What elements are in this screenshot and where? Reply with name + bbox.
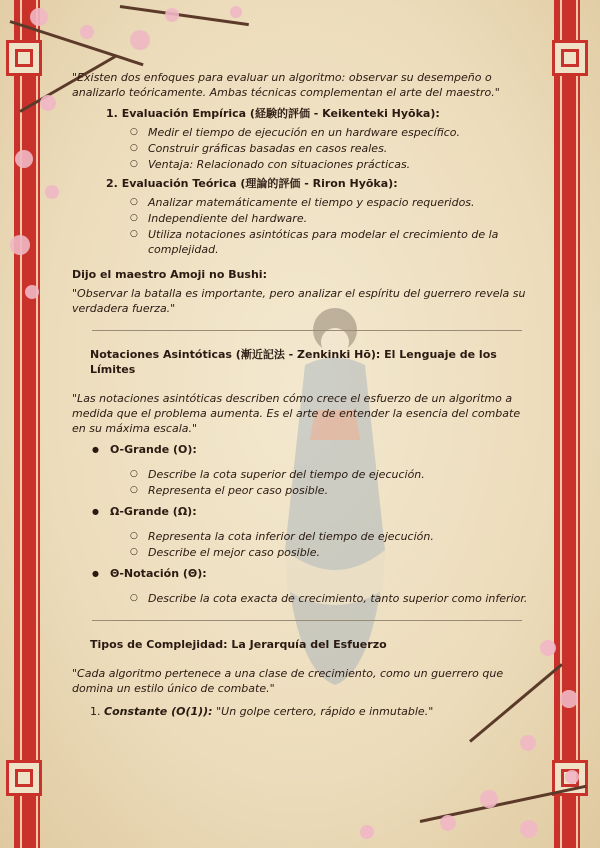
list-item: ○ Ventaja: Relacionado con situaciones prácticas.: [148, 157, 532, 172]
theoretical-title: Evaluación Teórica (理論的評価 - Riron Hyōka):: [121, 177, 398, 190]
complexity-quote: "Cada algoritmo pertenece a una clase de crecimiento, como un guerrero que domina un estilo único de combate.": [72, 667, 504, 695]
notation-label: Ω-Grande (Ω):: [110, 505, 197, 518]
list-item: ○ Medir el tiempo de ejecución en un hardware específico.: [148, 125, 532, 140]
theoretical-heading: [106, 176, 532, 191]
notation-item: [92, 504, 532, 519]
list-item: ○ Describe el mejor caso posible.: [148, 545, 532, 560]
list-number: 1.: [106, 107, 118, 120]
list-item: ○ Representa el peor caso posible.: [148, 483, 532, 498]
list-item: ○ Utiliza notaciones asintóticas para modelar el crecimiento de la complejidad.: [148, 227, 532, 257]
list-number: 2.: [106, 177, 118, 190]
complexity-title: Tipos de Complejidad: La Jerarquía del Esfuerzo: [90, 638, 387, 651]
empirical-heading: [106, 106, 532, 121]
divider: [92, 330, 522, 331]
fret-ornament: [6, 760, 42, 796]
fret-ornament: [552, 40, 588, 76]
divider: [92, 620, 522, 621]
empirical-title: Evaluación Empírica (経験的評価 - Keikenteki Hyōka):: [121, 107, 440, 120]
complexity-item-constant: [90, 704, 532, 719]
notation-sub-list: [128, 467, 532, 498]
list-item: ○ Analizar matemáticamente el tiempo y espacio requeridos.: [148, 195, 532, 210]
empirical-list: [128, 125, 532, 172]
notation-sub-list: [128, 591, 532, 606]
asymptotic-quote: "Las notaciones asintóticas describen cómo crece el esfuerzo de un algoritmo a medida que el problema aumenta. Es el arte de entender la esencia del combate en su máxima escala.": [72, 392, 521, 435]
complexity-text: "Un golpe certero, rápido e inmutable.": [212, 705, 434, 718]
master-quote: "Observar la batalla es importante, pero analizar el espíritu del guerrero revela su verdadera fuerza.": [72, 287, 526, 315]
fret-ornament: [6, 40, 42, 76]
notation-label: Θ-Notación (Θ):: [110, 567, 207, 580]
notation-list: [92, 504, 532, 519]
list-item: ○ Construir gráficas basadas en casos reales.: [148, 141, 532, 156]
asymptotic-title: Notaciones Asintóticas (漸近記法 - Zenkinki Hō): El Lenguaje de los Límites: [90, 348, 497, 376]
document-body: [72, 70, 532, 719]
notation-item: [92, 566, 532, 581]
notation-list: [92, 566, 532, 581]
intro-quote: "Existen dos enfoques para evaluar un algoritmo: observar su desempeño o analizarlo teóricamente. Ambas técnicas complementan el arte del maestro.": [72, 71, 500, 99]
list-item: ○ Representa la cota inferior del tiempo de ejecución.: [148, 529, 532, 544]
list-item: ○ Independiente del hardware.: [148, 211, 532, 226]
master-label: Dijo el maestro Amoji no Bushi:: [72, 268, 267, 281]
notation-item: [92, 442, 532, 457]
left-red-border: [14, 0, 40, 848]
list-item: ○ Describe la cota exacta de crecimiento, tanto superior como inferior.: [148, 591, 532, 606]
theoretical-list: [128, 195, 532, 257]
complexity-label: Constante (O(1)):: [104, 705, 213, 718]
notation-label: O-Grande (O):: [110, 443, 197, 456]
notation-list: [92, 442, 532, 457]
notation-sub-list: [128, 529, 532, 560]
list-item: ○ Describe la cota superior del tiempo de ejecución.: [148, 467, 532, 482]
list-number: 1.: [90, 705, 101, 718]
right-red-border: [554, 0, 580, 848]
